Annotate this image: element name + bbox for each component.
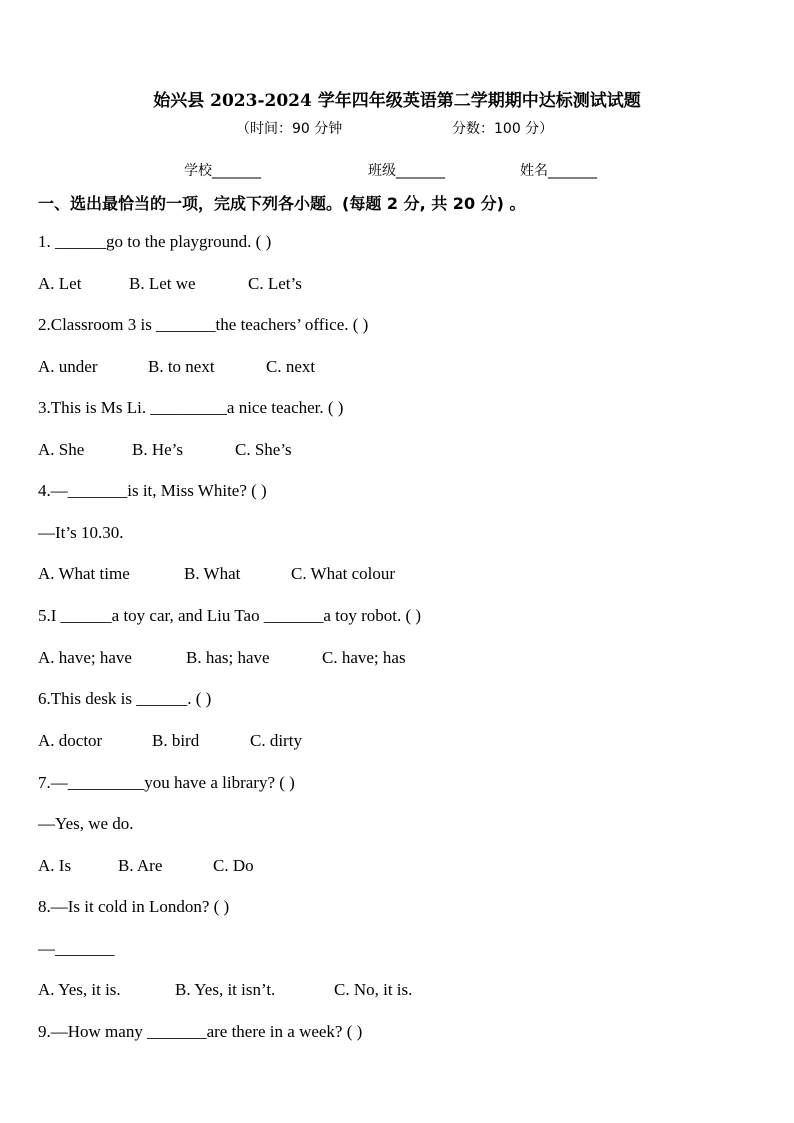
question-stem: 2.Classroom 3 is _______the teachers’ office. ( ): [38, 315, 369, 334]
answer-line: —_______: [38, 939, 115, 958]
option-b: B. What: [184, 564, 241, 583]
question-options: [38, 564, 395, 584]
option-b: B. Are: [118, 856, 163, 875]
question-options: [38, 357, 315, 377]
option-c: C. Do: [213, 856, 254, 875]
option-a: A. under: [38, 357, 98, 376]
option-c: C. No, it is.: [334, 980, 413, 999]
question-stem: 5.I ______a toy car, and Liu Tao _______a toy robot. ( ): [38, 606, 422, 625]
question-options: [38, 648, 406, 668]
option-a: A. Yes, it is.: [38, 980, 121, 999]
option-b: B. Yes, it isn’t.: [175, 980, 276, 999]
page-title: 始兴县 2023-2024 学年四年级英语第二学期期中达标测试试题: [153, 91, 641, 111]
option-a: A. What time: [38, 564, 130, 583]
option-c: C. She’s: [235, 440, 292, 459]
question-stem: 8.—Is it cold in London? ( ): [38, 897, 230, 916]
question-options: [38, 440, 292, 460]
option-a: A. have; have: [38, 648, 132, 667]
option-c: C. have; has: [322, 648, 406, 667]
time-limit: （时间：90 分钟: [236, 121, 343, 137]
class-field: 班级_______: [368, 163, 445, 179]
answer-line: —Yes, we do.: [38, 814, 134, 833]
option-a: A. Let: [38, 274, 82, 293]
option-b: B. to next: [148, 357, 215, 376]
question-stem: 6.This desk is ______. ( ): [38, 689, 212, 708]
option-a: A. doctor: [38, 731, 103, 750]
option-c: C. dirty: [250, 731, 302, 750]
question-options: [38, 980, 412, 1000]
option-b: B. Let we: [129, 274, 196, 293]
option-b: B. bird: [152, 731, 200, 750]
exam-meta: [236, 118, 554, 138]
option-b: B. has; have: [186, 648, 270, 667]
question-stem: 4.—_______is it, Miss White? ( ): [38, 481, 267, 500]
option-c: C. Let’s: [248, 274, 302, 293]
question-options: [38, 731, 302, 751]
question-stem: 7.—_________you have a library? ( ): [38, 773, 295, 792]
option-a: A. She: [38, 440, 85, 459]
question-options: [38, 856, 254, 876]
total-score: 分数：100 分）: [452, 121, 554, 137]
option-c: C. What colour: [291, 564, 396, 583]
question-stem: 3.This is Ms Li. _________a nice teacher. ( ): [38, 398, 344, 417]
section-heading: 一、选出最恰当的一项，完成下列各小题。(每题 2 分, 共 20 分) 。: [38, 194, 526, 213]
option-b: B. He’s: [132, 440, 183, 459]
question-options: [38, 274, 302, 294]
name-field: 姓名_______: [520, 163, 597, 179]
question-stem: 9.—How many _______are there in a week? ( ): [38, 1022, 363, 1041]
answer-line: —It’s 10.30.: [38, 523, 124, 542]
option-c: C. next: [266, 357, 316, 376]
school-field: 学校_______: [184, 163, 261, 179]
option-a: A. Is: [38, 856, 72, 875]
question-stem: 1. ______go to the playground. ( ): [38, 232, 272, 251]
